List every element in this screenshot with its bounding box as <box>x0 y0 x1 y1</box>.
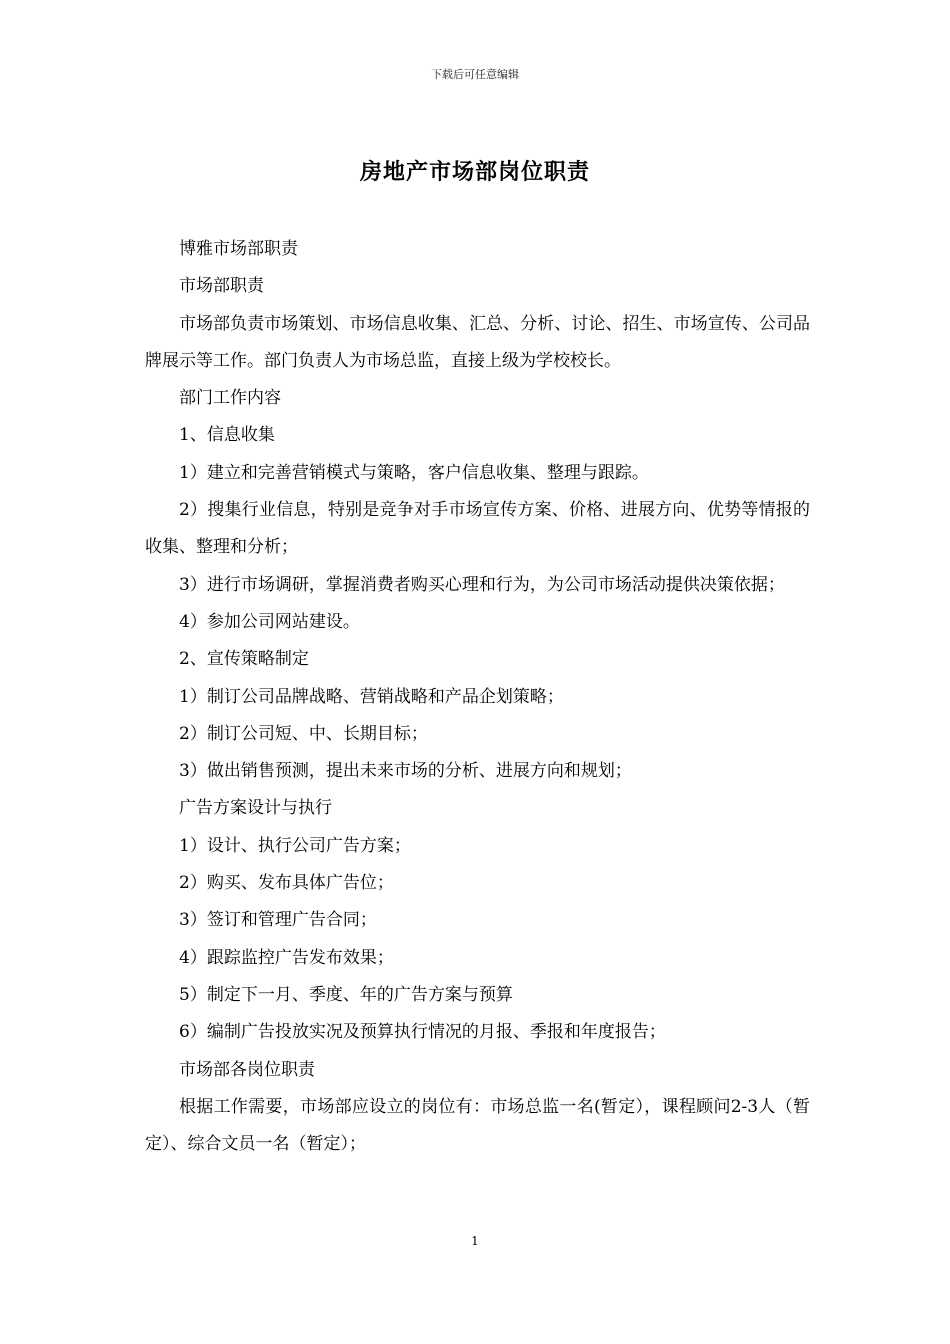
paragraph: 3）做出销售预测，提出未来市场的分析、进展方向和规划； <box>179 761 632 782</box>
paragraph: 2、宣传策略制定 <box>179 649 309 670</box>
paragraph: 广告方案设计与执行 <box>179 798 332 819</box>
paragraph: 博雅市场部职责 <box>179 239 298 259</box>
header-note: 下载后可任意编辑 <box>431 68 519 81</box>
paragraph: 2）制订公司短、中、长期目标； <box>179 723 428 744</box>
paragraph: 市场部职责 <box>179 276 264 297</box>
paragraph: 根据工作需要，市场部应设立的岗位有：市场总监一名(暂定），课程顾问2-3人（暂定）、综合文员一名（暂定）； <box>145 1096 810 1155</box>
page-number: 1 <box>471 1234 479 1248</box>
paragraph: 市场部负责市场策划、市场信息收集、汇总、分析、讨论、招生、市场宣传、公司品牌展示等工作。部门负责人为市场总监，直接上级为学校校长。 <box>145 313 810 371</box>
paragraph: 2）购买、发布具体广告位； <box>179 873 394 894</box>
paragraph: 1）设计、执行公司广告方案； <box>179 835 411 856</box>
paragraph: 部门工作内容 <box>179 388 281 409</box>
paragraph: 3）签订和管理广告合同； <box>179 910 377 931</box>
paragraph: 2）搜集行业信息，特别是竞争对手市场宣传方案、价格、进展方向、优势等情报的收集、整理和分析； <box>145 500 810 558</box>
paragraph: 3）进行市场调研，掌握消费者购买心理和行为，为公司市场活动提供决策依据； <box>179 574 785 595</box>
paragraph: 市场部各岗位职责 <box>179 1059 315 1080</box>
paragraph: 6）编制广告投放实况及预算执行情况的月报、季报和年度报告； <box>179 1022 666 1043</box>
paragraph: 5）制定下一月、季度、年的广告方案与预算 <box>179 984 513 1005</box>
paragraph: 1、信息收集 <box>179 425 275 446</box>
document-body <box>145 231 810 1163</box>
paragraph: 4）参加公司网站建设。 <box>179 611 360 632</box>
paragraph: 4）跟踪监控广告发布效果； <box>179 947 394 968</box>
document-title: 房地产市场部岗位职责 <box>359 159 590 185</box>
paragraph: 1）制订公司品牌战略、营销战略和产品企划策略； <box>179 686 564 707</box>
paragraph: 1）建立和完善营销模式与策略，客户信息收集、整理与跟踪。 <box>179 462 649 483</box>
